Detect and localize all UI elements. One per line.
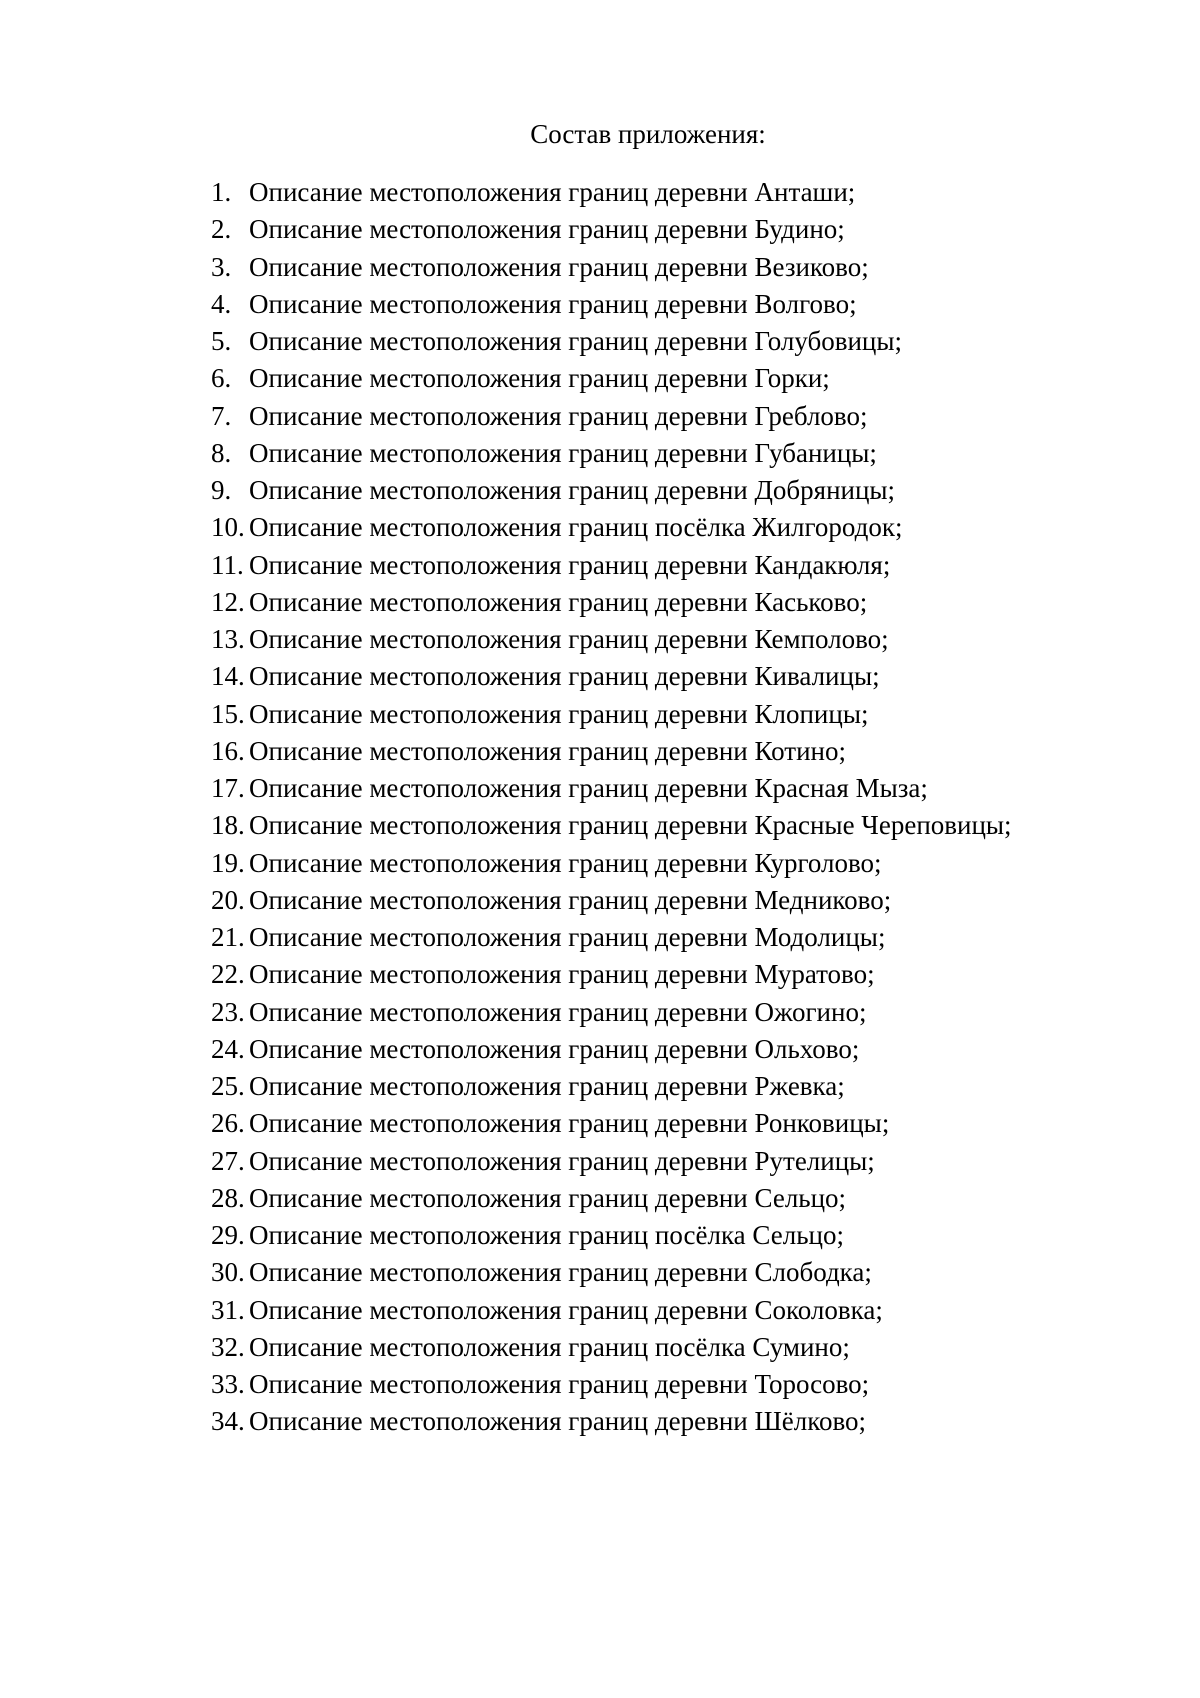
list-item xyxy=(211,995,1012,1032)
list-item-text: Описание местоположения границ деревни Кемполово; xyxy=(249,624,889,654)
list-item-text: Описание местоположения границ деревни Соколовка; xyxy=(249,1294,883,1325)
list-item-number: 16. xyxy=(211,735,245,766)
list-item-text: Описание местоположения границ деревни Курголово; xyxy=(249,847,882,878)
appendix-contents-list xyxy=(211,175,1012,1442)
list-item xyxy=(211,250,1012,287)
list-item-number: 1. xyxy=(211,177,232,207)
list-item-number: 25. xyxy=(211,1071,245,1101)
list-item xyxy=(211,659,1012,696)
list-item-number: 15. xyxy=(211,698,245,729)
list-item-text: Описание местоположения границ деревни Губаницы; xyxy=(249,437,877,468)
list-item xyxy=(211,548,1012,585)
list-item-number: 27. xyxy=(211,1145,245,1176)
list-item-number: 8. xyxy=(211,437,232,468)
list-item-text: Описание местоположения границ деревни Муратово; xyxy=(249,959,875,990)
list-item-text: Описание местоположения границ деревни Везиково; xyxy=(249,251,869,282)
list-item-number: 18. xyxy=(211,810,245,841)
list-item-text: Описание местоположения границ посёлка Жилгородок; xyxy=(249,512,903,543)
list-item xyxy=(211,920,1012,957)
list-item-number: 34. xyxy=(211,1406,245,1437)
list-item-text: Описание местоположения границ деревни Модолицы; xyxy=(249,922,886,952)
list-item-text: Описание местоположения границ посёлка Сельцо; xyxy=(249,1220,844,1250)
list-item-number: 33. xyxy=(211,1369,245,1399)
list-item-number: 32. xyxy=(211,1331,245,1362)
list-item-text: Описание местоположения границ деревни Ольхово; xyxy=(249,1033,860,1064)
list-item xyxy=(211,734,1012,771)
list-item-text: Описание местоположения границ деревни Красная Мыза; xyxy=(249,773,928,803)
list-item-number: 10. xyxy=(211,512,245,543)
list-item-text: Описание местоположения границ деревни Кандакюля; xyxy=(249,549,891,580)
list-item xyxy=(211,1293,1012,1330)
list-item xyxy=(211,1367,1012,1404)
list-item-number: 4. xyxy=(211,288,232,319)
list-item-text: Описание местоположения границ деревни Каськово; xyxy=(249,586,868,617)
list-item-text: Описание местоположения границ посёлка Сумино; xyxy=(249,1331,850,1362)
list-item xyxy=(211,1181,1012,1218)
list-item xyxy=(211,1218,1012,1255)
list-item xyxy=(211,585,1012,622)
list-item-number: 5. xyxy=(211,326,232,356)
list-item-number: 29. xyxy=(211,1220,245,1250)
list-item xyxy=(211,1330,1012,1367)
list-item xyxy=(211,883,1012,920)
list-item xyxy=(211,1255,1012,1292)
list-item-number: 23. xyxy=(211,996,245,1027)
list-item xyxy=(211,808,1012,845)
list-item-text: Описание местоположения границ деревни Будино; xyxy=(249,214,845,245)
list-item-number: 11. xyxy=(211,549,244,580)
list-item-text: Описание местоположения границ деревни Медниково; xyxy=(249,884,892,915)
list-item xyxy=(211,1404,1012,1441)
list-item xyxy=(211,212,1012,249)
list-item-number: 17. xyxy=(211,773,245,803)
list-item-number: 6. xyxy=(211,363,232,394)
list-item-number: 22. xyxy=(211,959,245,990)
list-item xyxy=(211,846,1012,883)
list-item-text: Описание местоположения границ деревни Шёлково; xyxy=(249,1406,867,1437)
list-item-text: Описание местоположения границ деревни Сельцо; xyxy=(249,1182,847,1213)
list-item-text: Описание местоположения границ деревни Горки; xyxy=(249,363,830,394)
list-item-number: 24. xyxy=(211,1033,245,1064)
list-item-number: 21. xyxy=(211,922,245,952)
list-item xyxy=(211,957,1012,994)
list-item-text: Описание местоположения границ деревни Голубовицы; xyxy=(249,326,903,356)
list-item xyxy=(211,473,1012,510)
list-item-number: 31. xyxy=(211,1294,245,1325)
list-item-text: Описание местоположения границ деревни Кивалицы; xyxy=(249,661,880,692)
list-item-text: Описание местоположения границ деревни Торосово; xyxy=(249,1369,870,1399)
list-item-text: Описание местоположения границ деревни Рутелицы; xyxy=(249,1145,875,1176)
list-item-text: Описание местоположения границ деревни Анташи; xyxy=(249,177,856,207)
list-item-text: Описание местоположения границ деревни Котино; xyxy=(249,735,847,766)
list-item xyxy=(211,510,1012,547)
list-item-number: 3. xyxy=(211,251,232,282)
list-item-number: 14. xyxy=(211,661,245,692)
document-title: Состав приложения: xyxy=(530,119,766,149)
list-item xyxy=(211,175,1012,212)
list-item xyxy=(211,1069,1012,1106)
list-item-number: 20. xyxy=(211,884,245,915)
list-item-text: Описание местоположения границ деревни Ронковицы; xyxy=(249,1108,890,1139)
list-item-number: 13. xyxy=(211,624,245,654)
list-item-number: 19. xyxy=(211,847,245,878)
list-item xyxy=(211,436,1012,473)
list-item xyxy=(211,771,1012,808)
list-item-number: 12. xyxy=(211,586,245,617)
list-item xyxy=(211,1144,1012,1181)
list-item-number: 30. xyxy=(211,1257,245,1288)
list-item-text: Описание местоположения границ деревни Ожогино; xyxy=(249,996,867,1027)
list-item-text: Описание местоположения границ деревни Волгово; xyxy=(249,288,857,319)
list-item-text: Описание местоположения границ деревни Клопицы; xyxy=(249,698,869,729)
list-item-number: 2. xyxy=(211,214,232,245)
list-item xyxy=(211,1032,1012,1069)
list-item-number: 26. xyxy=(211,1108,245,1139)
list-item-text: Описание местоположения границ деревни Слободка; xyxy=(249,1257,872,1288)
list-item xyxy=(211,1106,1012,1143)
list-item-number: 7. xyxy=(211,400,232,431)
list-item xyxy=(211,697,1012,734)
list-item-number: 9. xyxy=(211,475,232,505)
list-item xyxy=(211,399,1012,436)
list-item xyxy=(211,324,1012,361)
list-item xyxy=(211,287,1012,324)
list-item-text: Описание местоположения границ деревни Ржевка; xyxy=(249,1071,845,1101)
list-item-text: Описание местоположения границ деревни Греблово; xyxy=(249,400,868,431)
list-item-text: Описание местоположения границ деревни Добряницы; xyxy=(249,475,896,505)
list-item xyxy=(211,361,1012,398)
list-item-text: Описание местоположения границ деревни Красные Череповицы; xyxy=(249,810,1012,841)
list-item xyxy=(211,622,1012,659)
list-item-number: 28. xyxy=(211,1182,245,1213)
